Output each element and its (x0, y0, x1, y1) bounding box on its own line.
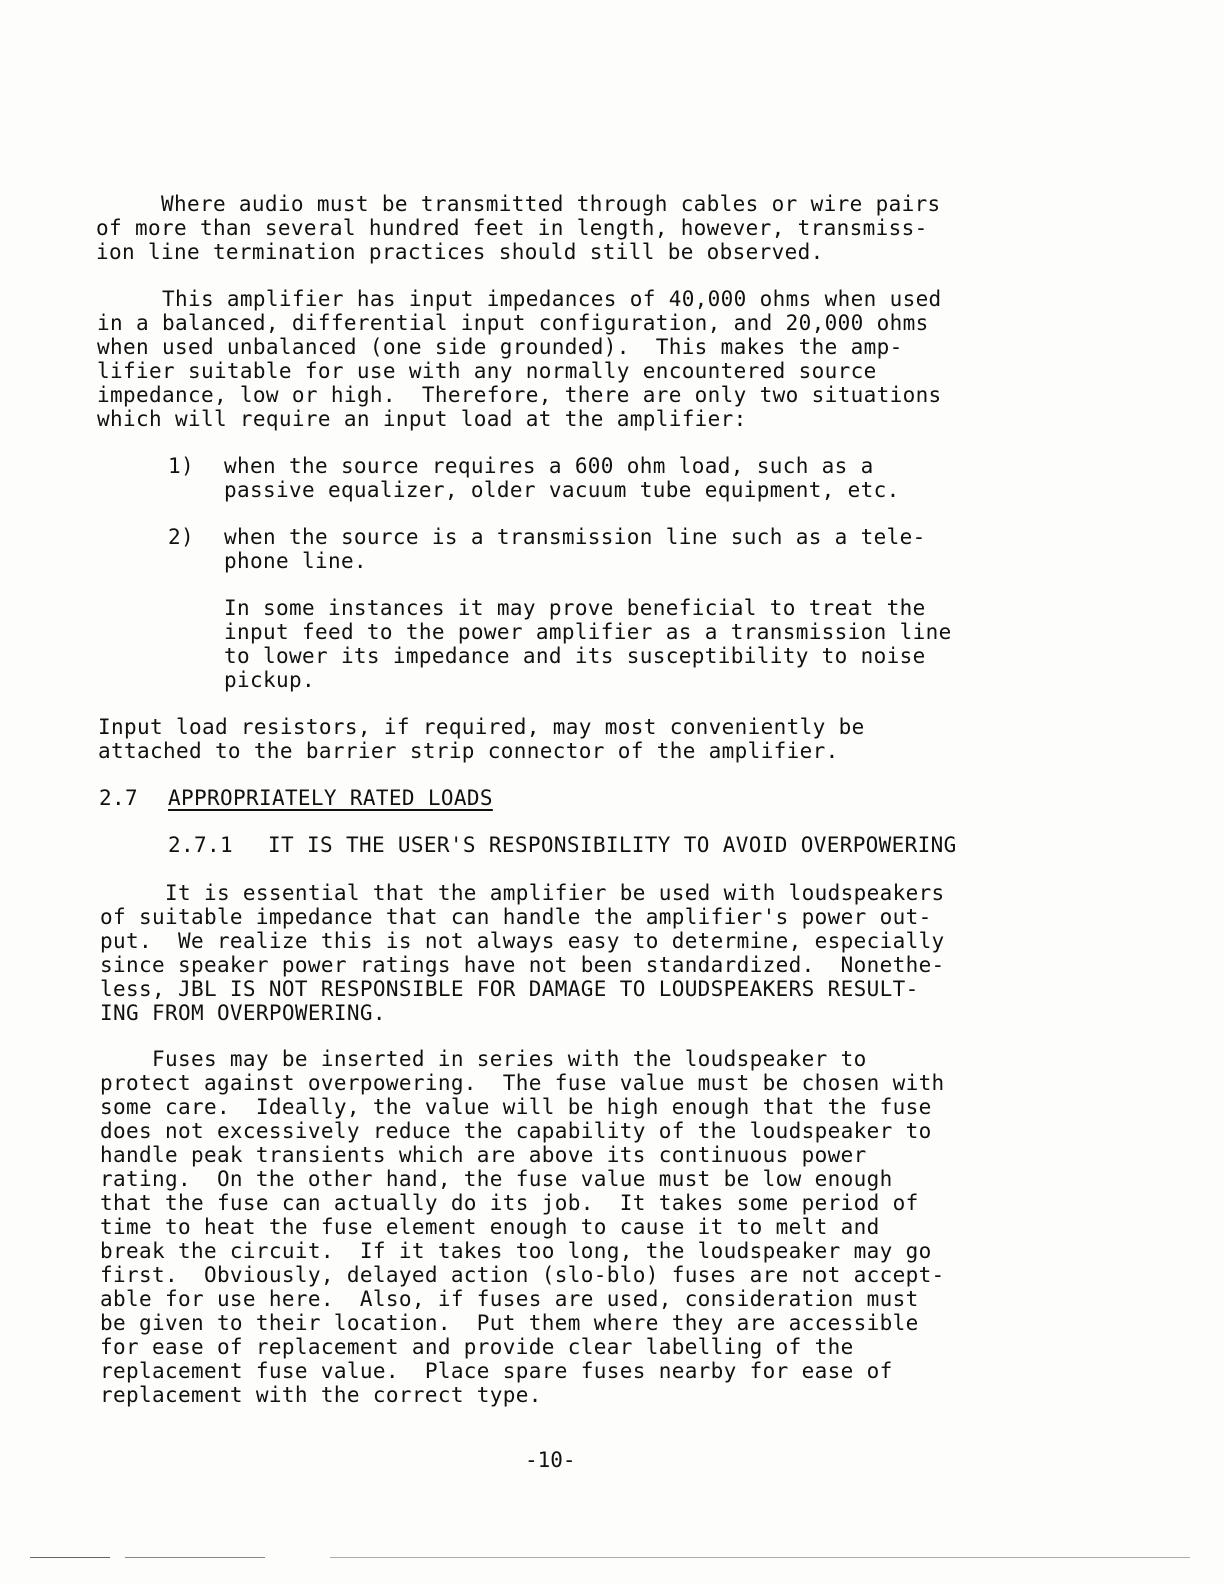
list-note-line: In some instances it may prove beneficial to treat the (224, 596, 926, 620)
paragraph-1-line: Where audio must be transmitted through cables or wire pairs (96, 192, 941, 216)
list-item-line: phone line. (224, 549, 367, 573)
paragraph-1-line: of more than several hundred feet in length, however, transmiss- (96, 216, 928, 240)
paragraph-4-line: of suitable impedance that can handle the amplifier's power out- (100, 905, 932, 929)
paragraph-5-line: rating. On the other hand, the fuse value must be low enough (100, 1167, 893, 1191)
list-note-line: to lower its impedance and its susceptibility to noise (224, 644, 926, 668)
paragraph-5-line: replacement with the correct type. (100, 1383, 542, 1407)
scan-artifact (125, 1557, 265, 1558)
paragraph-2-line: when used unbalanced (one side grounded). This makes the amp- (97, 335, 903, 359)
paragraph-5-line: first. Obviously, delayed action (slo-blo) fuses are not accept- (100, 1263, 945, 1287)
paragraph-5-line: handle peak transients which are above its continuous power (100, 1143, 867, 1167)
paragraph-4-line: ING FROM OVERPOWERING. (100, 1001, 386, 1025)
scan-artifact (330, 1557, 1190, 1558)
paragraph-5-line: replacement fuse value. Place spare fuses nearby for ease of (100, 1359, 893, 1383)
list-item-line: when the source requires a 600 ohm load, such as a (224, 454, 874, 478)
paragraph-3-line: attached to the barrier strip connector of the amplifier. (98, 739, 839, 763)
paragraph-2-line: impedance, low or high. Therefore, there are only two situations (97, 383, 942, 407)
paragraph-4-line: since speaker power ratings have not been standardized. Nonethe- (100, 953, 945, 977)
list-item-line: passive equalizer, older vacuum tube equipment, etc. (224, 478, 900, 502)
paragraph-4-line: less, JBL IS NOT RESPONSIBLE FOR DAMAGE TO LOUDSPEAKERS RESULT- (100, 977, 919, 1001)
paragraph-1-line: ion line termination practices should still be observed. (96, 240, 824, 264)
list-item-number: 1) (168, 454, 194, 478)
list-item-number: 2) (168, 525, 194, 549)
paragraph-2-line: This amplifier has input impedances of 40,000 ohms when used (97, 287, 942, 311)
section-heading: APPROPRIATELY RATED LOADS (168, 786, 493, 810)
list-note-line: pickup. (224, 668, 315, 692)
section-number: 2.7 (99, 786, 138, 810)
subsection-number: 2.7.1 (168, 833, 233, 857)
paragraph-5-line: for ease of replacement and provide clear labelling of the (100, 1335, 854, 1359)
paragraph-5-line: some care. Ideally, the value will be high enough that the fuse (100, 1095, 932, 1119)
paragraph-5-line: protect against overpowering. The fuse value must be chosen with (100, 1071, 945, 1095)
paragraph-5-line: does not excessively reduce the capability of the loudspeaker to (100, 1119, 932, 1143)
paragraph-5-line: able for use here. Also, if fuses are used, consideration must (100, 1287, 919, 1311)
list-item-line: when the source is a transmission line such as a tele- (224, 525, 926, 549)
paragraph-2-line: which will require an input load at the amplifier: (97, 407, 747, 431)
paragraph-5-line: be given to their location. Put them where they are accessible (100, 1311, 919, 1335)
paragraph-2-line: lifier suitable for use with any normally encountered source (97, 359, 877, 383)
paragraph-5-line: time to heat the fuse element enough to cause it to melt and (100, 1215, 880, 1239)
paragraph-4-line: put. We realize this is not always easy to determine, especially (100, 929, 945, 953)
subsection-heading: IT IS THE USER'S RESPONSIBILITY TO AVOID OVERPOWERING (268, 833, 957, 857)
paragraph-2-line: in a balanced, differential input configuration, and 20,000 ohms (97, 311, 929, 335)
scan-artifact (30, 1557, 110, 1558)
paragraph-5-line: break the circuit. If it takes too long, the loudspeaker may go (100, 1239, 932, 1263)
paragraph-3-line: Input load resistors, if required, may most conveniently be (98, 715, 865, 739)
list-note-line: input feed to the power amplifier as a transmission line (224, 620, 952, 644)
paragraph-5-line: that the fuse can actually do its job. It takes some period of (100, 1191, 919, 1215)
paragraph-4-line: It is essential that the amplifier be used with loudspeakers (100, 881, 945, 905)
paragraph-5-line: Fuses may be inserted in series with the loudspeaker to (100, 1047, 867, 1071)
page-number: -10- (525, 1448, 576, 1472)
